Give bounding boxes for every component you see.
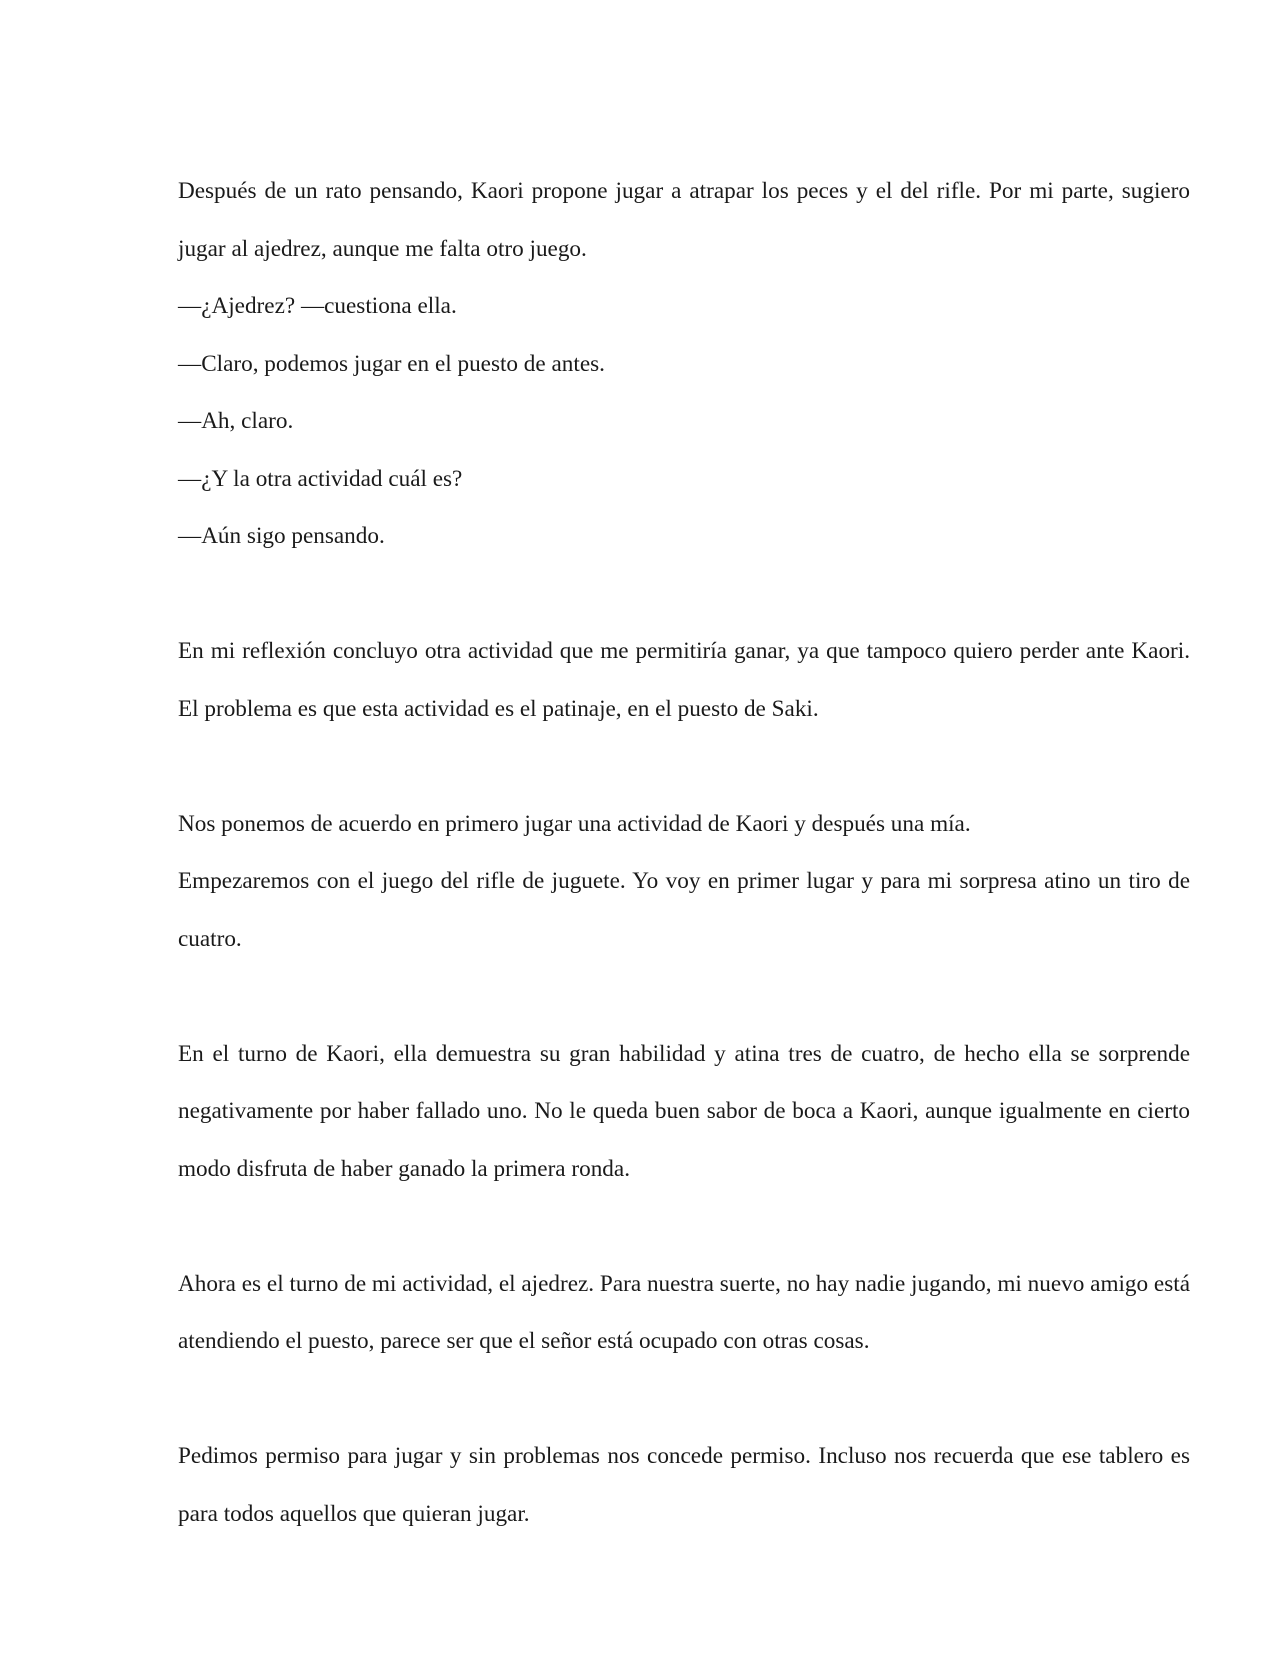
paragraph-gap <box>178 738 1190 796</box>
paragraph: Ahora es el turno de mi actividad, el ajedrez. Para nuestra suerte, no hay nadie jugando, mi nuevo amigo está atendiendo el puesto, parece ser que el señor está ocupado con otras cosas. <box>178 1270 1190 1354</box>
paragraph: Después de un rato pensando, Kaori propone jugar a atrapar los peces y el del rifle. Por mi parte, sugiero jugar al ajedrez, aunque me falta otro juego. <box>178 178 1190 262</box>
paragraph-gap <box>178 968 1190 1026</box>
dialogue-line: —¿Y la otra actividad cuál es? <box>178 465 463 492</box>
dialogue-line: —¿Ajedrez? —cuestiona ella. <box>178 293 457 319</box>
document-page <box>178 163 1190 1543</box>
paragraph: Nos ponemos de acuerdo en primero jugar una actividad de Kaori y después una mía. <box>178 810 971 837</box>
paragraph: En el turno de Kaori, ella demuestra su gran habilidad y atina tres de cuatro, de hecho ella se sorprende negativamente por haber fallado uno. No le queda buen sabor de boca a Kaori, aunque igualmente en cierto modo disfruta de haber ganado la primera ronda. <box>178 1040 1190 1182</box>
dialogue-line: —Aún sigo pensando. <box>178 523 385 549</box>
dialogue-line: —Ah, claro. <box>178 408 294 434</box>
paragraph: Pedimos permiso para jugar y sin problemas nos concede permiso. Incluso nos recuerda que ese tablero es para todos aquellos que quieran jugar. <box>178 1443 1190 1527</box>
paragraph: Empezaremos con el juego del rifle de juguete. Yo voy en primer lugar y para mi sorpresa atino un tiro de cuatro. <box>178 868 1190 952</box>
paragraph: En mi reflexión concluyo otra actividad que me permitiría ganar, ya que tampoco quiero perder ante Kaori. El problema es que esta actividad es el patinaje, en el puesto de Saki. <box>178 638 1190 722</box>
dialogue-line: —Claro, podemos jugar en el puesto de antes. <box>178 350 605 377</box>
paragraph-gap <box>178 1371 1190 1429</box>
paragraph-gap <box>178 566 1190 624</box>
paragraph-gap <box>178 1198 1190 1256</box>
